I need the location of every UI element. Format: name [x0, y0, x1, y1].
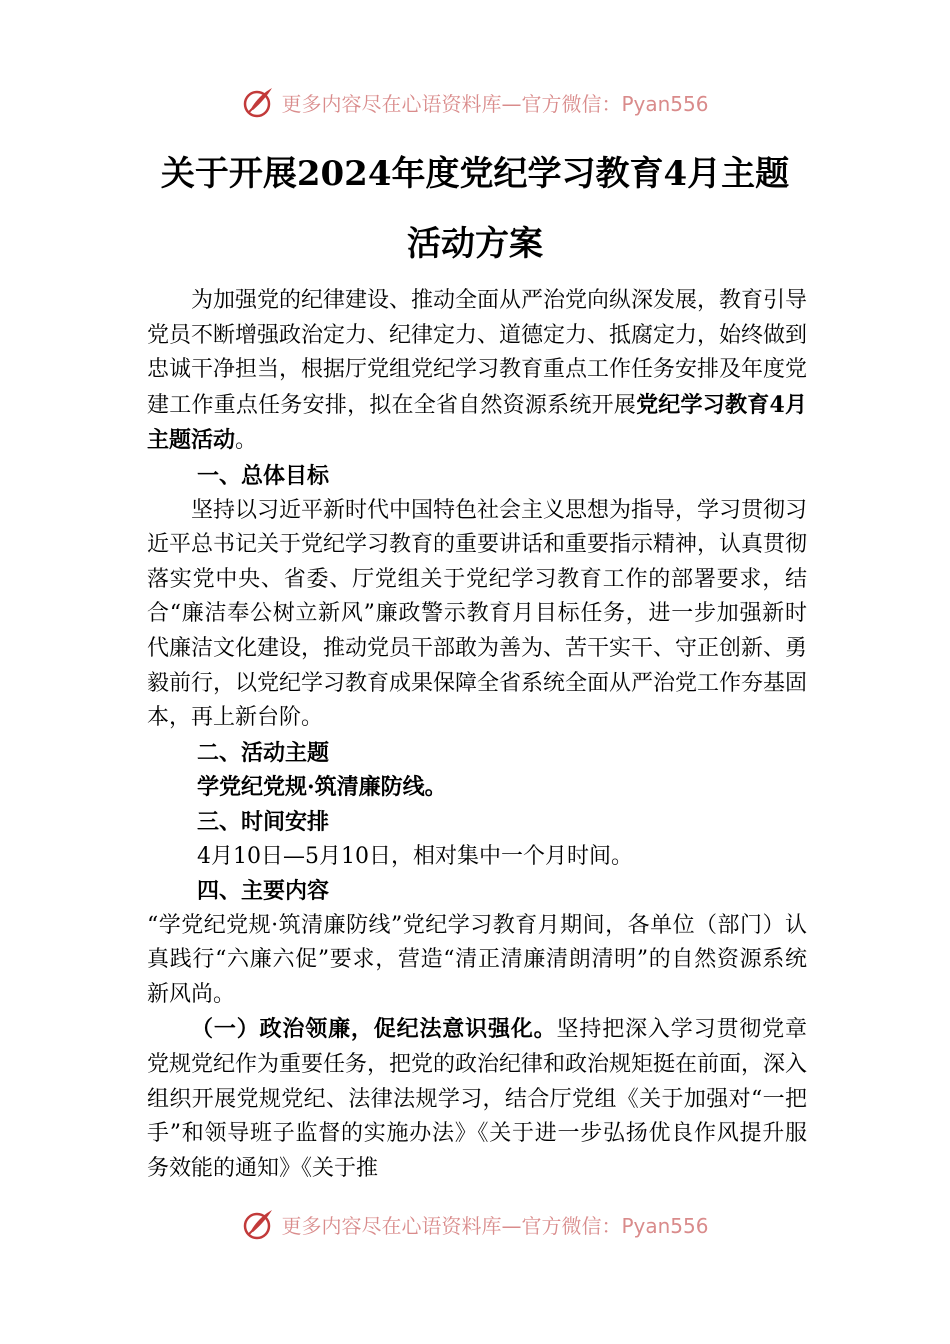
section-1-text: 坚持以习近平新时代中国特色社会主义思想为指导，学习贯彻习近平总书记关于党纪学习教育的重要讲话和重要指示精神，认真贯彻落实党中央、省委、厅党组关于党纪学习教育工作的部署要求，结合“廉洁奉公树立新风”廉政警示教育月目标任务，进一步加强新时代廉洁文化建设，推动党员干部敢为善为、苦干实干、守正创新、勇毅前行，以党纪学习教育成果保障全省系统全面从严治党工作夯基固本，再上新台阶。	[147, 497, 808, 731]
intro-text: 为加强党的纪律建设、推动全面从严治党向纵深发展，教育引导党员不断增强政治定力、纪律定力、道德定力、抵腐定力，始终做到忠诚干净担当，根据厅党组党纪学习教育重点工作任务安排及年度党建工作重点任务安排，拟在全省自然资源系统开展	[147, 288, 808, 418]
watermark-text: 更多内容尽在心语资料库—官方微信：Pyan556	[281, 1213, 709, 1238]
watermark-text: 更多内容尽在心语资料库—官方微信：Pyan556	[281, 91, 709, 116]
watermark-footer	[0, 1204, 950, 1244]
watermark-header	[0, 82, 950, 122]
item-1-paragraph	[147, 1012, 807, 1186]
section-3-heading: 三、时间安排	[197, 808, 330, 835]
section-4-heading: 四、主要内容	[197, 878, 330, 905]
activity-theme: 学党纪党规·筑清廉防线。	[197, 774, 447, 801]
document-title-line1: 关于开展2024年度党纪学习教育4月主题	[160, 154, 790, 194]
intro-paragraph	[147, 284, 807, 459]
item-1-text: 坚持把深入学习贯彻党章党规党纪作为重要任务，把党的政治纪律和政治规矩挺在前面，深入组织开展党规党纪、法律法规学习，结合厅党组《关于加强对“一把手”和领导班子监督的实施办法》《关于进一步弘扬优良作风提升服务效能的通知》《关于推	[147, 1017, 808, 1181]
document-title-line2: 活动方案	[407, 224, 543, 264]
section-1-heading: 一、总体目标	[197, 462, 330, 489]
quill-logo-icon	[241, 85, 275, 119]
document-body	[147, 284, 807, 1186]
intro-bold-text: 党纪学习教育4月主题活动	[147, 391, 807, 454]
schedule-text: 4月10日—5月10日，相对集中一个月时间。	[197, 843, 633, 869]
section-2-heading: 二、活动主题	[197, 739, 330, 766]
section-4-text: “学党纪党规·筑清廉防线”党纪学习教育月期间，各单位（部门）认真践行“六廉六促”要求，营造“清正清廉清朗清明”的自然资源系统新风尚。	[147, 912, 807, 1007]
quill-logo-icon	[241, 1207, 275, 1241]
item-1-title: （一）政治领廉，促纪法意识强化。	[191, 1016, 557, 1043]
intro-end: 。	[235, 428, 258, 454]
